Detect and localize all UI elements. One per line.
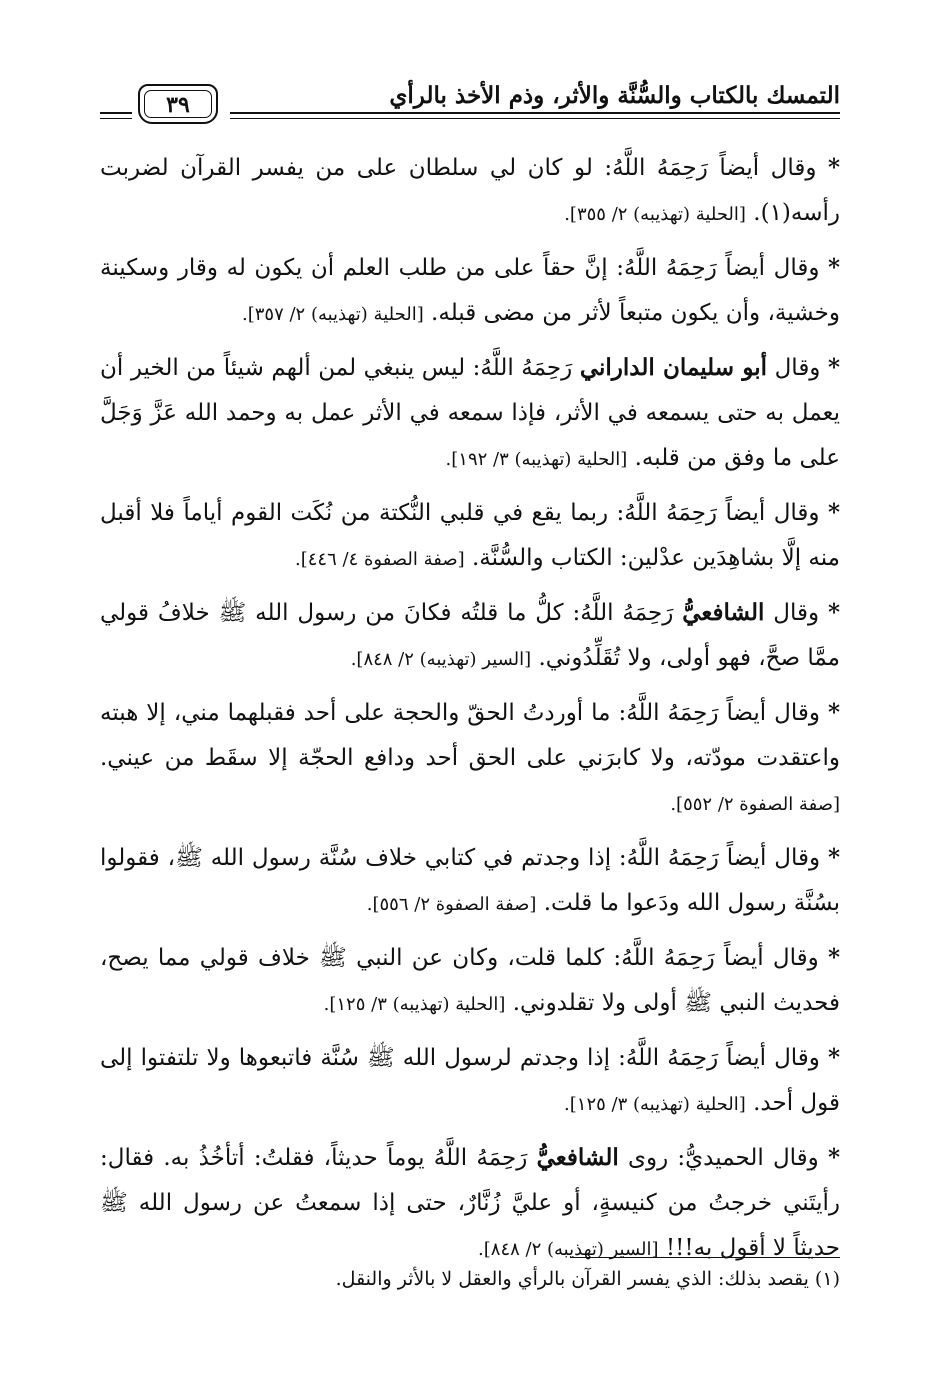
citation: [صفة الصفوة ٢/ ٥٥٦]. (366, 894, 537, 915)
paragraph-text: وقال أيضاً رَحِمَهُ اللَّهُ: ما أوردتُ الحقّ والحجة على أحد فقبلهما مني، إلا هبته واعتقدت مودّته، ولا كابرَني على الحق أحد ودافع الحجّة إلا سقَط من عيني. (100, 700, 840, 771)
paragraph-text: وقال أيضاً رَحِمَهُ اللَّهُ: إنَّ حقاً على من طلب العلم أن يكون له وقار وسكينة وخشية، وأن يكون متبعاً لأثر من مضى قبله. (100, 255, 840, 326)
paragraph-text: وقال أيضاً رَحِمَهُ اللَّهُ: كلما قلت، وكان عن النبي ﷺ خلاف قولي مما يصح، فحديث النبي ﷺ أولى ولا تقلدوني. (100, 945, 840, 1016)
scholar-name: الشافعيُّ (536, 1144, 619, 1171)
page-header (100, 72, 840, 132)
bullet-star: * (827, 1044, 841, 1071)
paragraph (100, 245, 840, 337)
citation: [السير (تهذيبه) ٢/ ٨٤٨]. (478, 1239, 659, 1260)
paragraph (100, 145, 840, 237)
paragraph-text: وقال أيضاً رَحِمَهُ اللَّهُ: ربما يقع في قلبي النُّكتة من نُكَت القوم أياماً فلا أقبل منه إلَّا بشاهِدَين عدْلين: الكتاب والسُّنَّة. (100, 500, 840, 571)
scholar-name: الشافعيُّ (682, 599, 765, 626)
paragraph (100, 490, 840, 582)
paragraph (100, 1035, 840, 1127)
citation: [الحلية (تهذيبه) ٣/ ١٢٥]. (564, 1094, 746, 1115)
paragraph-text: وقال أيضاً رَحِمَهُ اللَّهُ: لو كان لي سلطان على من يفسر القرآن لضربت رأسه(١). (100, 155, 840, 226)
main-text (100, 145, 840, 1280)
bullet-star: * (827, 844, 840, 871)
header-rule-thin (230, 118, 840, 119)
bullet-star: * (828, 354, 841, 381)
paragraph-text: رَحِمَهُ اللَّهُ: كلُّ ما قلتُه فكانَ من رسول الله ﷺ خلافُ قولي ممَّا صحَّ، فهو أولى، ولا تُقَلِّدُوني. (100, 600, 840, 671)
paragraph-text: رَحِمَهُ اللَّهُ يوماً حديثاً، فقلتُ: أتأخُذُ به. فقال: رأيتَني خرجتُ من كنيسةٍ، أو عليَّ زُنَّارٌ، حتى إذا سمعتُ عن رسول الله ﷺ حديثاً لا أقول به!!! (100, 1145, 840, 1261)
paragraph-intro: وقال (773, 600, 820, 626)
page-number: ٣٩ (166, 92, 190, 118)
citation: [الحلية (تهذيبه) ٢/ ٣٥٧]. (241, 304, 424, 325)
paragraph-text: وقال أيضاً رَحِمَهُ اللَّهُ: إذا وجدتم في كتابي خلاف سُنَّة رسول الله ﷺ، فقولوا بسُنَّة رسول الله ودَعوا ما قلت. (100, 845, 840, 916)
page-number-frame (138, 84, 218, 124)
citation: [صفة الصفوة ٢/ ٥٥٢]. (670, 794, 840, 815)
running-title: التمسك بالكتاب والسُّنَّة والأثر، وذم الأخذ بالرأي (389, 82, 840, 109)
paragraph (100, 1135, 840, 1272)
scholar-name: أبو سليمان الداراني (579, 354, 768, 381)
bullet-star: * (827, 944, 841, 971)
bullet-star: * (827, 154, 841, 181)
paragraph-text: وقال أيضاً رَحِمَهُ اللَّهُ: إذا وجدتم لرسول الله ﷺ سُنَّة فاتبعوها ولا تلتفتوا إلى قول أحد. (100, 1045, 840, 1116)
paragraph (100, 935, 840, 1027)
bullet-star: * (828, 1144, 841, 1171)
paragraph-text: رَحِمَهُ اللَّهُ: ليس ينبغي لمن ألهم شيئاً من الخير أن يعمل به حتى يسمعه في الأثر، فإذا سمعه في الأثر عمل به وحمد الله عَزَّ وَجَلَّ على ما وفق من قلبه. (100, 355, 840, 471)
paragraph-intro: وقال (774, 355, 821, 381)
header-rule (230, 112, 840, 114)
paragraph-intro: وقال الحميديُّ: روى (627, 1145, 819, 1171)
bullet-star: * (827, 254, 840, 281)
header-rule-left-thin (100, 118, 132, 119)
citation: [صفة الصفوة ٤/ ٤٤٦]. (295, 549, 465, 570)
paragraph (100, 690, 840, 827)
bullet-star: * (827, 599, 841, 626)
footnote-rule (570, 1257, 840, 1258)
paragraph (100, 345, 840, 482)
citation: [الحلية (تهذيبه) ٣/ ١٢٥]. (323, 994, 506, 1015)
bullet-star: * (827, 699, 841, 726)
footnote: (١) يقصد بذلك: الذي يفسر القرآن بالرأي والعقل لا بالأثر والنقل. (335, 1268, 840, 1290)
citation: [السير (تهذيبه) ٢/ ٨٤٨]. (350, 649, 532, 670)
header-rule-left (100, 112, 132, 114)
paragraph (100, 590, 840, 682)
bullet-star: * (827, 499, 841, 526)
citation: [الحلية (تهذيبه) ٢/ ٣٥٥]. (564, 204, 746, 225)
citation: [الحلية (تهذيبه) ٣/ ١٩٢]. (445, 449, 628, 470)
paragraph (100, 835, 840, 927)
